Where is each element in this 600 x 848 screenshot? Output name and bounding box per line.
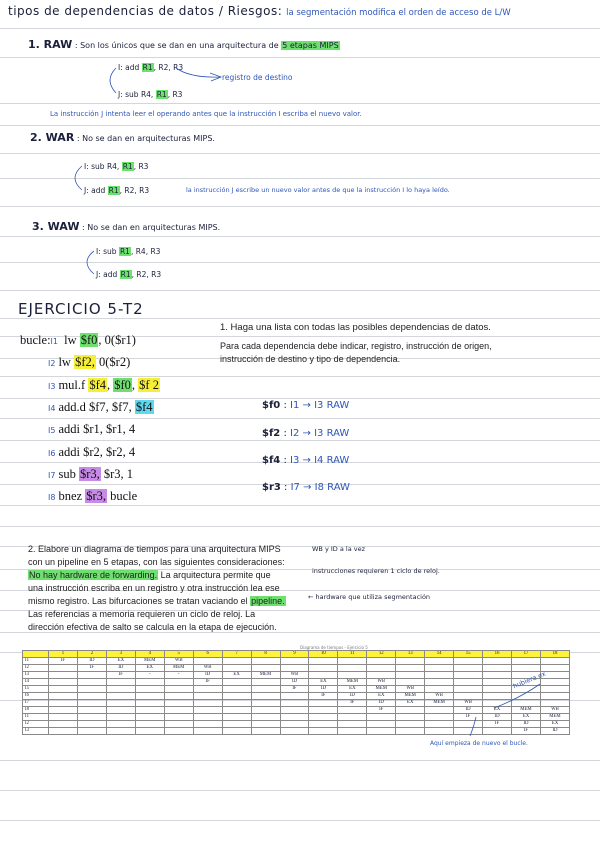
cycle-header: 3 xyxy=(106,651,135,658)
note-restart: Aquí empieza de nuevo el bucle. xyxy=(430,740,528,747)
question-1-title: 1. Haga una lista con todas las posibles dependencias de datos. xyxy=(220,322,491,333)
timing-cell: WB xyxy=(367,679,396,686)
dependency-from: I2 xyxy=(290,428,300,439)
no-forwarding-highlight: No hay hardware de forwarding. xyxy=(29,570,158,580)
instruction-label: I8 xyxy=(48,493,56,502)
timing-cell: EX xyxy=(106,658,135,665)
cycle-header: 7 xyxy=(222,651,251,658)
cycle-header: 11 xyxy=(338,651,367,658)
arrow-right-icon: → xyxy=(299,455,315,466)
timing-cell: WB xyxy=(454,700,483,707)
timing-row-label: I2 xyxy=(23,721,49,728)
timing-cell: ID xyxy=(338,693,367,700)
cycle-header: 12 xyxy=(367,651,396,658)
q2-text: mismo registro. Las bifurcaciones se tratan vaciando el xyxy=(28,596,251,606)
cycle-header: 17 xyxy=(512,651,541,658)
cycle-header: 8 xyxy=(251,651,280,658)
dependency-type: RAW xyxy=(326,455,350,466)
timing-row-label: I2 xyxy=(23,665,49,672)
war-heading: 2. WAR xyxy=(30,131,75,144)
instr-reg: R4, xyxy=(140,90,154,99)
dependency-from: I7 xyxy=(290,482,300,493)
dependency-item: $f0 : I1 → I3 RAW xyxy=(262,400,350,411)
timing-cell: EX xyxy=(540,721,569,728)
timing-row-label: I7 xyxy=(23,700,49,707)
code-token: lw xyxy=(61,333,80,347)
instr-reg-hl: R1 xyxy=(156,90,167,99)
timing-cell: MEM xyxy=(251,672,280,679)
instr-label: I: xyxy=(96,247,101,256)
dependency-to: I8 xyxy=(314,482,324,493)
code-token: , xyxy=(131,378,139,392)
instr-reg-hl: R1 xyxy=(119,247,130,256)
instruction-label: I5 xyxy=(48,426,56,435)
instr-reg-hl: R1 xyxy=(108,186,119,195)
instr-label: I: xyxy=(118,63,123,72)
raw-explanation: La instrucción J intenta leer el operando antes que la instrucción I escriba el nuevo valor. xyxy=(50,110,362,118)
register-note: registro de destino xyxy=(222,73,293,82)
code-token: $f0 xyxy=(114,378,131,392)
war-arrow xyxy=(75,166,82,190)
timing-cell: WB xyxy=(193,665,222,672)
timing-cell: IF xyxy=(512,728,541,735)
timing-cell: ID xyxy=(540,728,569,735)
instruction-label: I2 xyxy=(48,359,56,368)
q2-line: dirección efectiva de salto se calcula en la etapa de ejecución. xyxy=(28,622,277,632)
timing-cell: IF xyxy=(338,700,367,707)
instr-rest: , R4, R3 xyxy=(130,247,161,256)
dependency-type: RAW xyxy=(327,482,350,493)
dependency-to: I3 xyxy=(314,400,324,411)
code-token: 0($r2) xyxy=(95,355,131,369)
timing-cell: WB xyxy=(164,658,193,665)
timing-cell: MEM xyxy=(540,714,569,721)
dependency-register: $f4 xyxy=(262,455,281,466)
instr-op: add xyxy=(103,270,118,279)
code-token: addi $r1, $r1, 4 xyxy=(58,422,136,436)
waw-description: No se dan en arquitecturas MIPS. xyxy=(87,223,221,232)
dependency-item: $r3 : I7 → I8 RAW xyxy=(262,482,350,493)
instruction-label: I1 xyxy=(50,337,58,346)
timing-cell: ID xyxy=(193,672,222,679)
q2-line: con un pipeline en 5 etapas, con las siguientes consideraciones: xyxy=(28,557,285,567)
title-subtitle: la segmentación modifica el orden de acceso de L/W xyxy=(286,8,511,18)
timing-row-label: I6 xyxy=(23,693,49,700)
table-caption: Diagrama de tiempos - Ejercicio 5 xyxy=(300,645,368,650)
war-explanation: la instrucción J escribe un nuevo valor antes de que la instrucción I lo haya leído. xyxy=(186,186,450,194)
instr-op: sub xyxy=(91,162,105,171)
timing-row-label: I5 xyxy=(23,686,49,693)
timing-cell: ID xyxy=(483,714,512,721)
question-1-body: Para cada dependencia debe indicar, registro, instrucción de origen, instrucción de destino y tipo de dependencia. xyxy=(220,341,492,364)
code-token: , xyxy=(106,378,114,392)
instruction-label: I7 xyxy=(48,471,56,480)
timing-cell: IF xyxy=(454,714,483,721)
dependency-item: $f4 : I3 → I4 RAW xyxy=(262,455,350,466)
timing-cell: MEM xyxy=(396,693,425,700)
timing-cell: ID xyxy=(454,707,483,714)
instr-reg: R1 xyxy=(142,63,153,72)
code-token: $f2, xyxy=(75,355,95,369)
timing-row-label: I3 xyxy=(23,672,49,679)
timing-cell: MEM xyxy=(338,679,367,686)
instr-label: J: xyxy=(118,90,123,99)
timing-cell: - xyxy=(135,672,164,679)
timing-cell: WB xyxy=(425,693,454,700)
dependency-type: RAW xyxy=(326,428,350,439)
q2-text: La arquitectura permite que xyxy=(158,570,271,580)
note-hardware-text: hardware que utiliza segmentación xyxy=(315,593,431,601)
instr-label: J: xyxy=(84,186,89,195)
instruction-label: I3 xyxy=(48,382,56,391)
waw-arrow xyxy=(87,251,94,274)
cycle-header: 5 xyxy=(164,651,193,658)
timing-cell: MEM xyxy=(425,700,454,707)
dependency-register: $f2 xyxy=(262,428,281,439)
arrow-right-icon: → xyxy=(299,428,315,439)
register-arrow xyxy=(176,68,220,77)
cycle-header: 6 xyxy=(193,651,222,658)
timing-cell: MEM xyxy=(135,658,164,665)
timing-cell: ID xyxy=(106,665,135,672)
instr-label: J: xyxy=(96,270,101,279)
instr-rest: , R3 xyxy=(167,90,183,99)
colon: : xyxy=(74,41,78,50)
raw-description: Son los únicos que se dan en una arquitectura de xyxy=(80,41,279,50)
restart-arrow xyxy=(470,717,476,736)
timing-cell: IF xyxy=(77,665,106,672)
code-token: bucle: xyxy=(20,333,51,347)
timing-cell: EX xyxy=(367,693,396,700)
code-token: add.d $f7, $f7, xyxy=(58,400,135,414)
timing-cell: EX xyxy=(222,672,251,679)
code-token: addi $r2, $r2, 4 xyxy=(58,445,136,459)
instr-op: sub xyxy=(103,247,117,256)
timing-cell: EX xyxy=(483,707,512,714)
timing-cell: EX xyxy=(396,700,425,707)
timing-cell: IF xyxy=(309,693,338,700)
code-token: sub xyxy=(58,467,79,481)
note-wait: hubiera ex xyxy=(511,669,547,691)
code-token: $r3, 1 xyxy=(100,467,134,481)
colon: : xyxy=(82,223,85,232)
timing-cell: EX xyxy=(338,686,367,693)
q2-line: 2. Elabore un diagrama de tiempos para una arquitectura MIPS xyxy=(28,544,281,554)
raw-highlight: 5 etapas MIPS xyxy=(282,41,339,50)
instr-reg-hl: R1 xyxy=(120,270,131,279)
dependency-to: I4 xyxy=(314,455,324,466)
cycle-header: 13 xyxy=(396,651,425,658)
instruction-label: I6 xyxy=(48,449,56,458)
timing-row-label: I3 xyxy=(23,728,49,735)
instruction-label: I4 xyxy=(48,404,56,413)
timing-cell: IF xyxy=(49,658,78,665)
dependency-register: $r3 xyxy=(262,482,281,493)
code-token: $f4 xyxy=(135,400,153,414)
arrow-left-icon: ← xyxy=(308,593,314,601)
code-token: bucle xyxy=(106,489,138,503)
colon: : xyxy=(76,134,80,143)
cycle-header: 9 xyxy=(280,651,309,658)
cycle-header: 15 xyxy=(454,651,483,658)
cycle-header: 16 xyxy=(483,651,512,658)
pipeline-highlight: pipeline. xyxy=(251,596,285,606)
timing-cell: IF xyxy=(483,721,512,728)
timing-cell: IF xyxy=(367,707,396,714)
q2-line: Las referencias a memoria requieren un ciclo de reloj. La xyxy=(28,609,256,619)
raw-heading: 1. RAW xyxy=(28,38,73,51)
cycle-header: 10 xyxy=(309,651,338,658)
instr-rest: , R2, R3 xyxy=(153,63,184,72)
dependency-item: $f2 : I2 → I3 RAW xyxy=(262,428,350,439)
dependency-from: I3 xyxy=(290,455,300,466)
code-token: mul.f xyxy=(58,378,89,392)
timing-cell: MEM xyxy=(164,665,193,672)
timing-cell: EX xyxy=(309,679,338,686)
note-instr-cycle: instrucciones requieren 1 ciclo de reloj. xyxy=(312,567,440,575)
raw-arrow xyxy=(110,68,116,93)
code-token: $f 2 xyxy=(139,378,159,392)
code-token: bnez xyxy=(58,489,86,503)
dependency-register: $f0 xyxy=(262,400,281,411)
instr-reg: R4, xyxy=(106,162,120,171)
timing-row-label: I1 xyxy=(23,658,49,665)
timing-cell: WB xyxy=(540,707,569,714)
dependency-from: I1 xyxy=(290,400,300,411)
waw-heading: 3. WAW xyxy=(32,220,80,233)
timing-cell: ID xyxy=(367,700,396,707)
code-token: lw xyxy=(58,355,75,369)
timing-row-label: I8 xyxy=(23,707,49,714)
timing-cell: ID xyxy=(77,658,106,665)
timing-cell: IF xyxy=(280,686,309,693)
wait-arrow xyxy=(494,684,540,708)
q2-line: una instrucción escriba en un registro y otra instrucción lea ese xyxy=(28,583,280,593)
cycle-header: 18 xyxy=(540,651,569,658)
timing-cell: EX xyxy=(512,714,541,721)
note-wb-id: WB y ID a la vez xyxy=(312,545,366,553)
code-token: , 0($r1) xyxy=(98,333,136,347)
timing-cell: EX xyxy=(135,665,164,672)
cycle-header: 1 xyxy=(49,651,78,658)
cycle-header: 4 xyxy=(135,651,164,658)
timing-cell: WB xyxy=(396,686,425,693)
timing-cell: ID xyxy=(280,679,309,686)
timing-cell: - xyxy=(164,672,193,679)
instr-rest: , R2, R3 xyxy=(131,270,162,279)
timing-cell: ID xyxy=(512,721,541,728)
instr-rest: , R2, R3 xyxy=(119,186,150,195)
instr-op: sub xyxy=(125,90,139,99)
code-token: $r3, xyxy=(79,467,100,481)
code-token: $r3, xyxy=(86,489,106,503)
arrow-right-icon: → xyxy=(299,400,315,411)
instr-op: add xyxy=(125,63,140,72)
timing-cell: IF xyxy=(106,672,135,679)
timing-cell: IF xyxy=(193,679,222,686)
dependency-to: I3 xyxy=(314,428,324,439)
timing-cell: WB xyxy=(280,672,309,679)
instr-reg-hl: R1 xyxy=(122,162,133,171)
instr-op: add xyxy=(91,186,106,195)
exercise-title: EJERCICIO 5-T2 xyxy=(18,300,144,318)
dependency-type: RAW xyxy=(326,400,350,411)
instr-label: I: xyxy=(84,162,89,171)
code-token: $f4 xyxy=(89,378,106,392)
instr-rest: , R3 xyxy=(133,162,149,171)
cycle-header: 14 xyxy=(425,651,454,658)
timing-cell: MEM xyxy=(512,707,541,714)
cycle-header: 2 xyxy=(77,651,106,658)
code-token: $f0 xyxy=(80,333,98,347)
arrow-right-icon: → xyxy=(299,482,315,493)
title-main: tipos de dependencias de datos / Riesgos: xyxy=(8,4,283,18)
timing-cell: ID xyxy=(309,686,338,693)
war-description: No se dan en arquitecturas MIPS. xyxy=(82,134,215,143)
timing-row-label: I4 xyxy=(23,679,49,686)
timing-row-label: I1 xyxy=(23,714,49,721)
timing-cell: MEM xyxy=(367,686,396,693)
